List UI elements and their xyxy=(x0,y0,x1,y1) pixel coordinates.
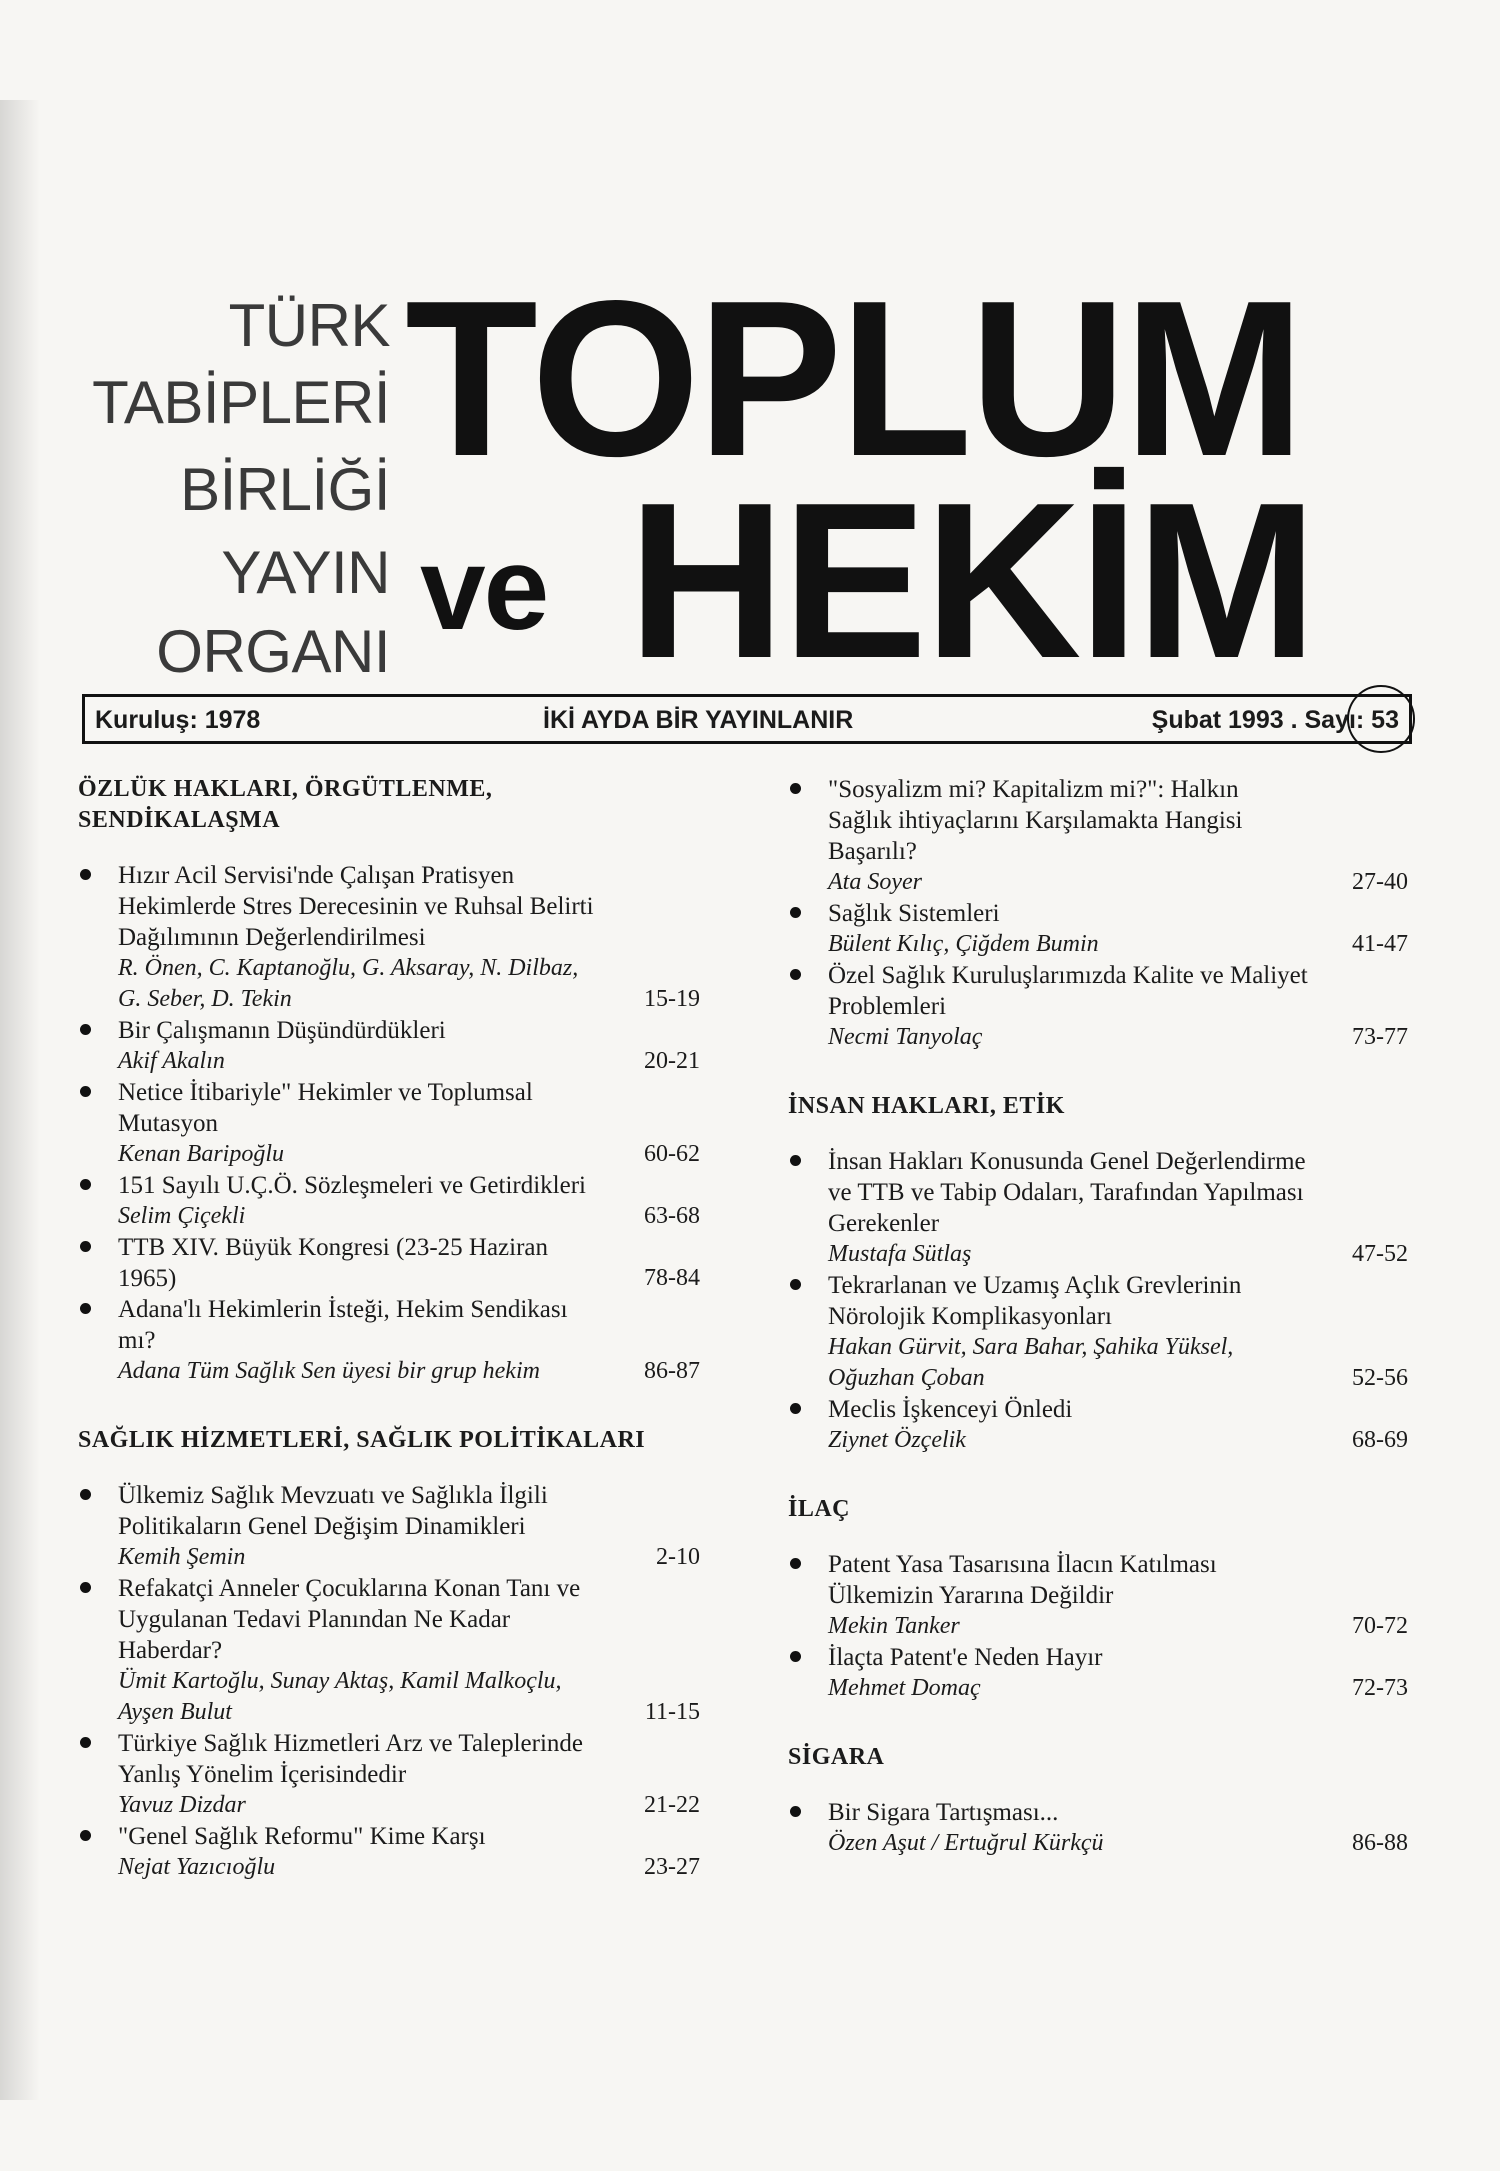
article-title: 151 Sayılı U.Ç.Ö. Sözleşmeleri ve Getirdikleri xyxy=(118,1172,586,1199)
contents-entry xyxy=(788,1642,1408,1704)
contents-entry xyxy=(78,1728,700,1821)
contents-right-column xyxy=(788,774,1408,1897)
masthead-title-toplum: TOPLUM xyxy=(405,255,1302,503)
page-range: 47-52 xyxy=(1352,1241,1408,1267)
article-title: "Genel Sağlık Reformu" Kime Karşı xyxy=(118,1823,486,1850)
article-title: "Sosyalizm mi? Kapitalizm mi?": Halkın Sağlık ihtiyaçlarını Karşılamakta Hangisi Başarılı? xyxy=(828,776,1243,865)
page-range: 78-84 xyxy=(644,1265,700,1291)
article-authors: Adana Tüm Sağlık Sen üyesi bir grup hekim xyxy=(118,1358,540,1384)
bullet-icon xyxy=(80,1737,91,1748)
article-authors: R. Önen, C. Kaptanoğlu, G. Aksaray, N. Dilbaz, G. Seber, D. Tekin xyxy=(118,955,579,1012)
page-range: 23-27 xyxy=(644,1854,700,1880)
article-authors: Mehmet Domaç xyxy=(828,1675,981,1701)
contents-entry xyxy=(78,1294,700,1387)
article-title: Patent Yasa Tasarısına İlacın Katılması Ülkemizin Yararına Değildir xyxy=(828,1551,1217,1609)
scan-edge-shadow xyxy=(0,100,40,2100)
article-title: Tekrarlanan ve Uzamış Açlık Grevlerinin Nörolojik Komplikasyonları xyxy=(828,1272,1242,1330)
masthead-title-hekim: HEKİM xyxy=(628,457,1315,705)
page-range: 20-21 xyxy=(644,1048,700,1074)
page-range: 60-62 xyxy=(644,1141,700,1167)
article-authors: Kenan Baripoğlu xyxy=(118,1141,284,1167)
bullet-icon xyxy=(790,1651,801,1662)
bullet-icon xyxy=(80,1582,91,1593)
bullet-icon xyxy=(790,1806,801,1817)
contents-entry xyxy=(78,860,700,1015)
article-title: Meclis İşkenceyi Önledi xyxy=(828,1396,1073,1423)
bullet-icon xyxy=(80,1303,91,1314)
bullet-icon xyxy=(80,1830,91,1841)
bullet-icon xyxy=(80,1241,91,1252)
bullet-icon xyxy=(80,1489,91,1500)
founded-year: Kuruluş: 1978 xyxy=(95,706,261,734)
contents-entry xyxy=(78,1573,700,1728)
article-title: Bir Sigara Tartışması... xyxy=(828,1799,1059,1826)
contents-section xyxy=(788,774,1408,1053)
issue-number-circle xyxy=(1347,685,1415,753)
page-range: 52-56 xyxy=(1352,1365,1408,1391)
page-range: 2-10 xyxy=(656,1544,700,1570)
publisher-line-5: ORGANI xyxy=(156,618,390,685)
article-authors: Nejat Yazıcıoğlu xyxy=(118,1854,276,1880)
page-range: 72-73 xyxy=(1352,1675,1408,1701)
article-authors: Bülent Kılıç, Çiğdem Bumin xyxy=(828,931,1099,957)
contents-left-column xyxy=(78,774,700,1921)
page-range: 11-15 xyxy=(644,1699,700,1725)
article-authors: Ata Soyer xyxy=(828,869,922,895)
contents-entry xyxy=(78,1077,700,1170)
page-range: 86-88 xyxy=(1352,1830,1408,1856)
contents-entry xyxy=(788,898,1408,960)
page-range: 70-72 xyxy=(1352,1613,1408,1639)
page-range: 63-68 xyxy=(644,1203,700,1229)
contents-section xyxy=(788,1091,1408,1456)
article-title: Sağlık Sistemleri xyxy=(828,900,1000,927)
article-authors: Akif Akalın xyxy=(118,1048,225,1074)
contents-section xyxy=(788,1494,1408,1704)
article-title: Netice İtibariyle" Hekimler ve Toplumsal Mutasyon xyxy=(118,1079,533,1137)
bullet-icon xyxy=(790,1155,801,1166)
article-title: Türkiye Sağlık Hizmetleri Arz ve Taleplerinde Yanlış Yönelim İçerisindedir xyxy=(118,1730,583,1788)
publisher-line-2: TABİPLERİ xyxy=(92,369,390,436)
bullet-icon xyxy=(80,1086,91,1097)
contents-entry xyxy=(78,1480,700,1573)
contents-section xyxy=(78,1425,700,1883)
section-title: ÖZLÜK HAKLARI, ÖRGÜTLENME, SENDİKALAŞMA xyxy=(78,776,493,833)
contents-entry xyxy=(788,1394,1408,1456)
page-range: 15-19 xyxy=(644,986,700,1012)
contents-entry xyxy=(788,1146,1408,1270)
section-title: SAĞLIK HİZMETLERİ, SAĞLIK POLİTİKALARI xyxy=(78,1427,646,1453)
publisher-line-1: TÜRK xyxy=(228,292,390,359)
article-title: İlaçta Patent'e Neden Hayır xyxy=(828,1644,1103,1671)
bullet-icon xyxy=(790,783,801,794)
contents-entry xyxy=(78,1170,700,1232)
article-authors: Hakan Gürvit, Sara Bahar, Şahika Yüksel, Oğuzhan Çoban xyxy=(828,1334,1234,1391)
article-authors: Ümit Kartoğlu, Sunay Aktaş, Kamil Malkoçlu, Ayşen Bulut xyxy=(118,1668,562,1725)
masthead-title-ve: ve xyxy=(420,523,548,655)
contents-entry xyxy=(788,1549,1408,1642)
page-range: 73-77 xyxy=(1352,1024,1408,1050)
page-range: 27-40 xyxy=(1352,869,1408,895)
bullet-icon xyxy=(790,1279,801,1290)
article-title: Özel Sağlık Kuruluşlarımızda Kalite ve Maliyet Problemleri xyxy=(828,962,1308,1020)
article-title: TTB XIV. Büyük Kongresi (23-25 Haziran 1965) xyxy=(118,1234,549,1292)
page-range: 21-22 xyxy=(644,1792,700,1818)
article-authors: Ziynet Özçelik xyxy=(828,1427,966,1453)
contents-section xyxy=(78,774,700,1387)
contents-entry xyxy=(78,1015,700,1077)
article-authors: Yavuz Dizdar xyxy=(118,1792,246,1818)
bullet-icon xyxy=(80,1024,91,1035)
contents-entry xyxy=(78,1232,700,1294)
article-title: Hızır Acil Servisi'nde Çalışan Pratisyen Hekimlerde Stres Derecesinin ve Ruhsal Belirti Dağılımının Değerlendirilmesi xyxy=(118,862,594,951)
section-title: İNSAN HAKLARI, ETİK xyxy=(788,1093,1065,1119)
article-title: Bir Çalışmanın Düşündürdükleri xyxy=(118,1017,446,1044)
contents-entry xyxy=(788,1270,1408,1394)
bullet-icon xyxy=(790,969,801,980)
bullet-icon xyxy=(790,907,801,918)
publication-frequency: İKİ AYDA BİR YAYINLANIR xyxy=(543,706,854,734)
bullet-icon xyxy=(80,869,91,880)
article-title: Ülkemiz Sağlık Mevzuatı ve Sağlıkla İlgili Politikaların Genel Değişim Dinamikleri xyxy=(118,1482,548,1540)
issue-date-number: Şubat 1993 . Sayı: 53 xyxy=(1151,706,1399,734)
issue-info-bar xyxy=(82,694,1412,744)
contents-entry xyxy=(788,774,1408,898)
article-authors: Özen Aşut / Ertuğrul Kürkçü xyxy=(828,1830,1104,1856)
article-title: Refakatçi Anneler Çocuklarına Konan Tanı ve Uygulanan Tedavi Planından Ne Kadar Haberdar? xyxy=(118,1575,581,1664)
page-range: 86-87 xyxy=(644,1358,700,1384)
contents-entry xyxy=(78,1821,700,1883)
article-authors: Mekin Tanker xyxy=(828,1613,960,1639)
article-authors: Kemih Şemin xyxy=(118,1544,246,1570)
section-title: İLAÇ xyxy=(788,1496,851,1522)
article-authors: Mustafa Sütlaş xyxy=(828,1241,972,1267)
publisher-line-4: YAYIN xyxy=(221,539,390,606)
contents-entry xyxy=(788,960,1408,1053)
page-range: 41-47 xyxy=(1352,931,1408,957)
bullet-icon xyxy=(80,1179,91,1190)
article-authors: Selim Çiçekli xyxy=(118,1203,246,1229)
bullet-icon xyxy=(790,1403,801,1414)
contents-entry xyxy=(788,1797,1408,1859)
bullet-icon xyxy=(790,1558,801,1569)
article-title: Adana'lı Hekimlerin İsteği, Hekim Sendikası mı? xyxy=(118,1296,568,1354)
section-title: SİGARA xyxy=(788,1744,885,1770)
page-range: 68-69 xyxy=(1352,1427,1408,1453)
publisher-line-3: BİRLİĞİ xyxy=(180,456,390,523)
article-title: İnsan Hakları Konusunda Genel Değerlendirme ve TTB ve Tabip Odaları, Tarafından Yapılması Gerekenler xyxy=(828,1148,1306,1237)
contents-section xyxy=(788,1742,1408,1859)
article-authors: Necmi Tanyolaç xyxy=(828,1024,983,1050)
